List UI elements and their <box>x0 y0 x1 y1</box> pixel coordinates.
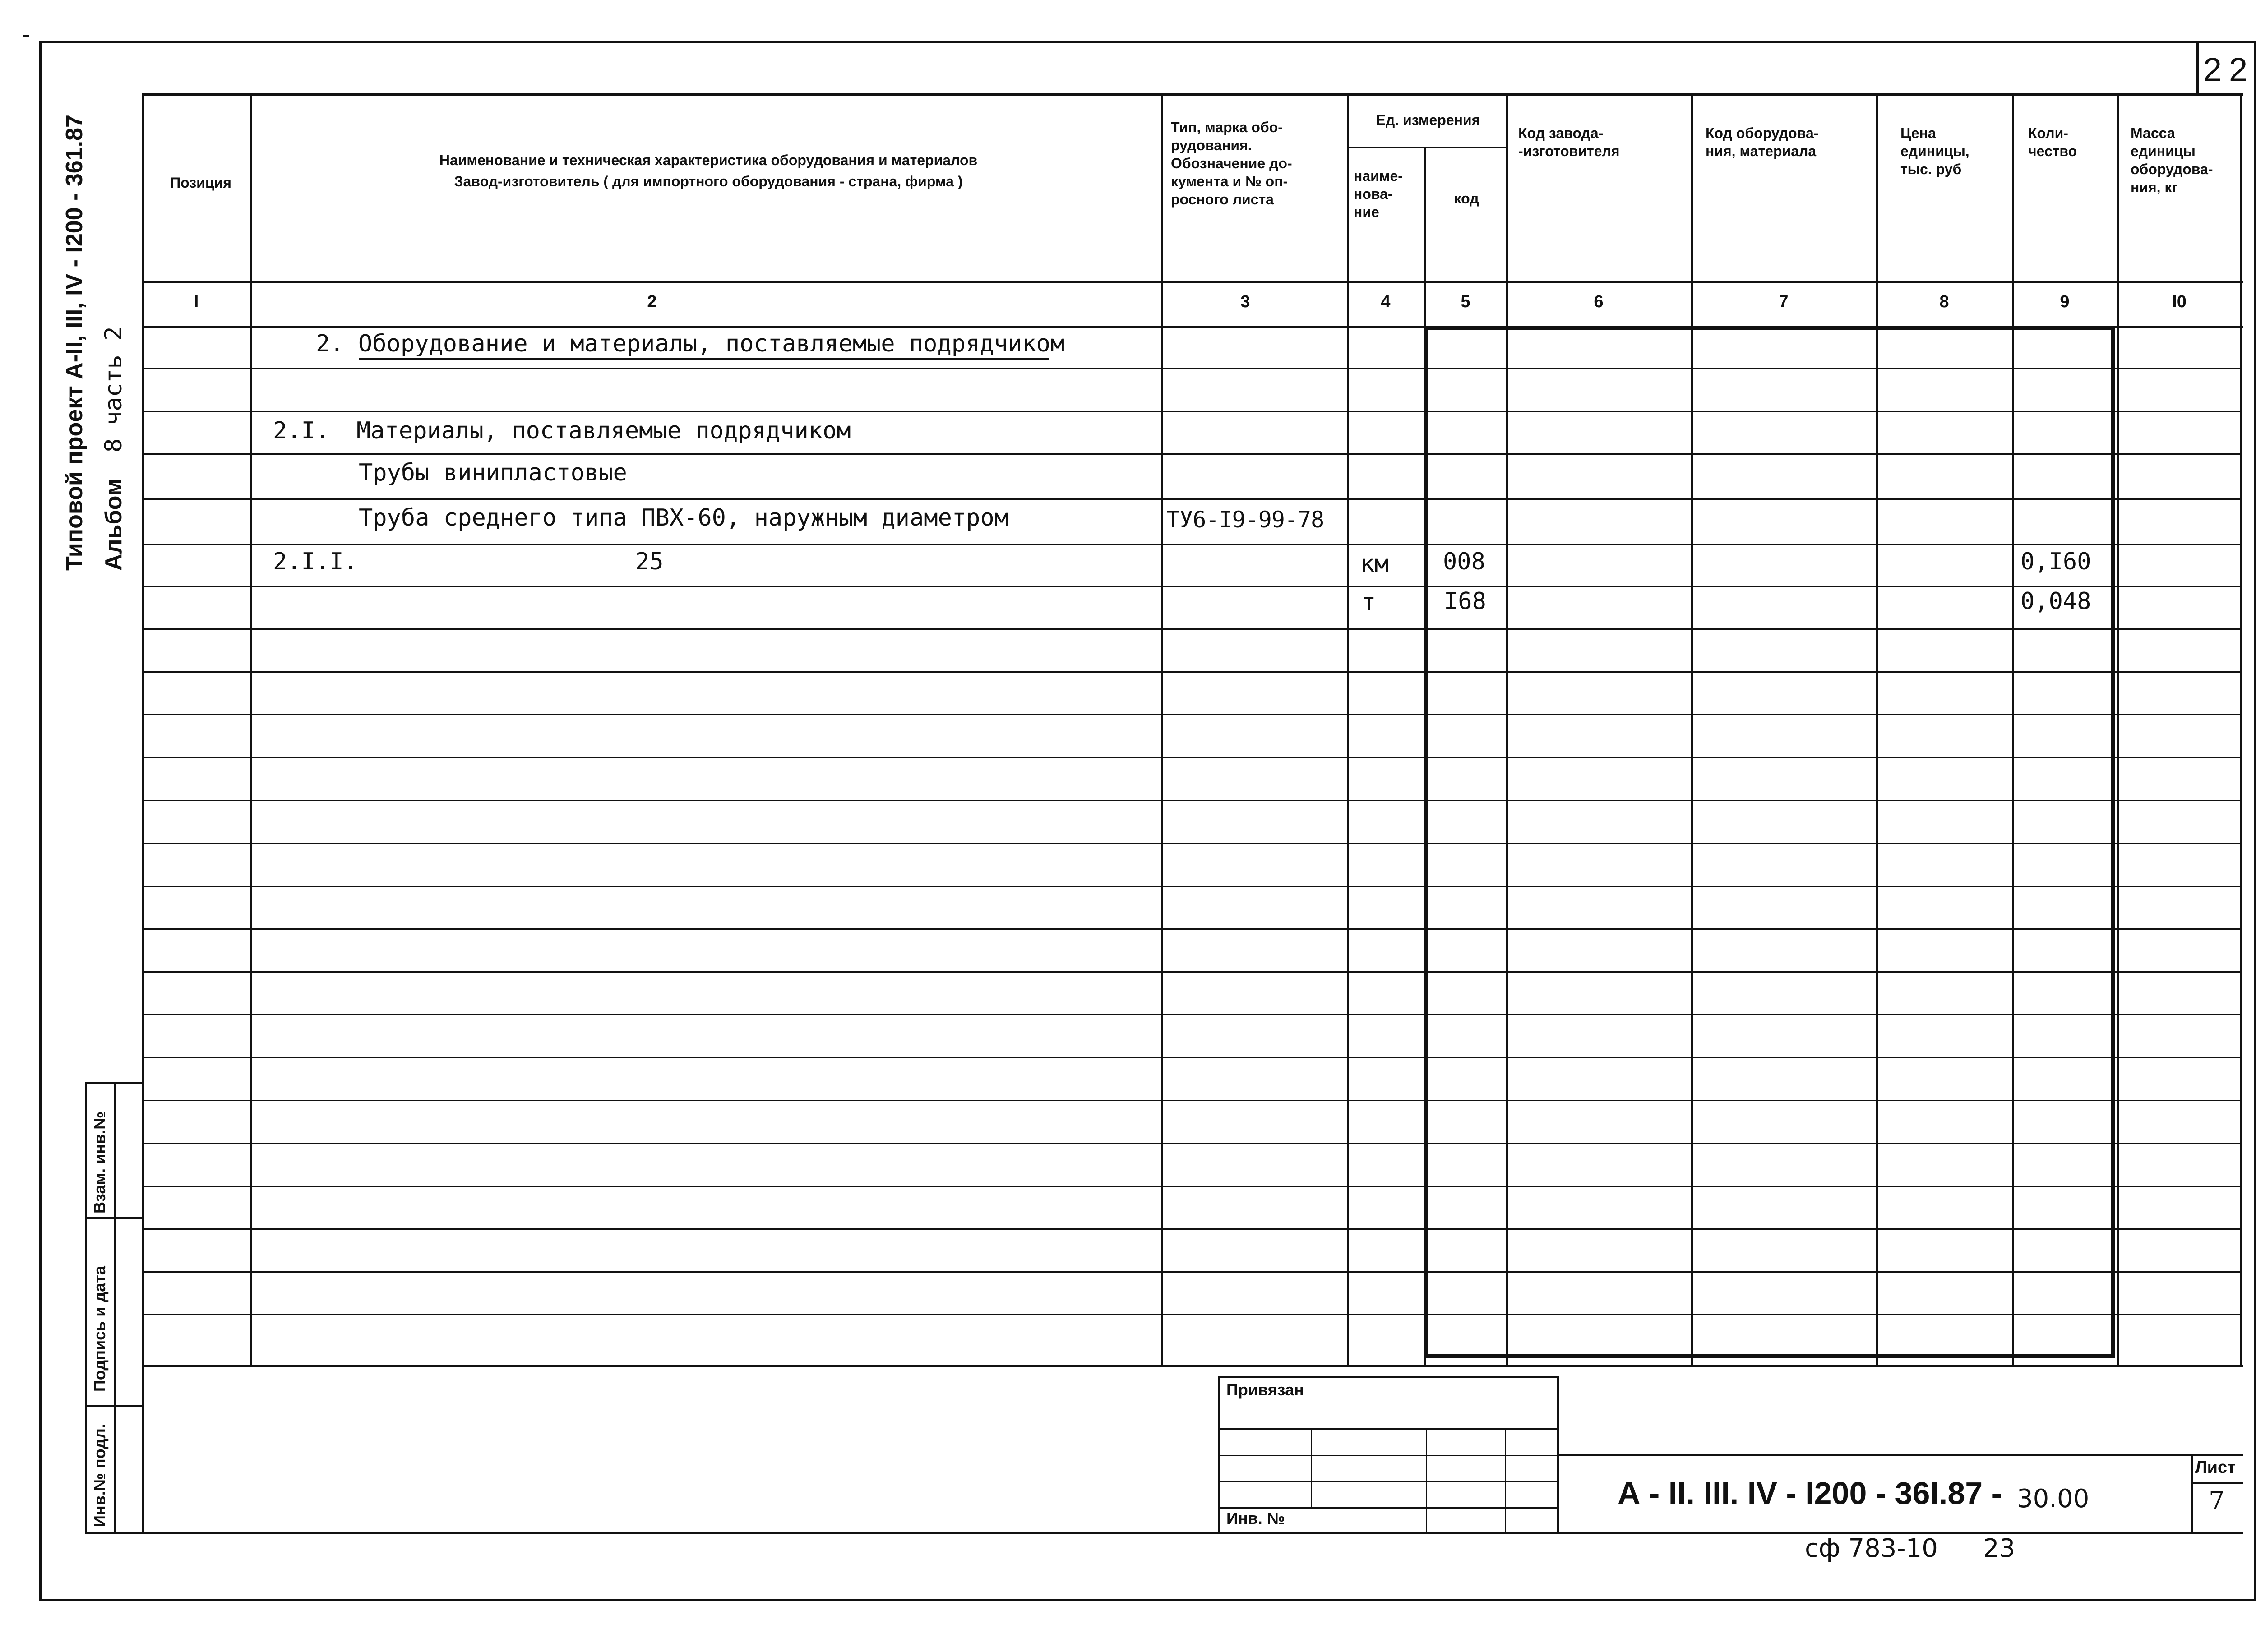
row-doc-number: ТУ6-I9-99-78 <box>1166 507 1324 533</box>
header-units: Ед. измерения <box>1376 112 1480 128</box>
column-number-6: 6 <box>1594 292 1604 311</box>
drawing-frame <box>39 41 2256 1601</box>
header-factory-code: Код завода- -изготовителя <box>1518 125 1620 159</box>
header-type-mark: Тип, марка обо- рудования. Обозначение до- кумента и № оп- росного листа <box>1171 119 1292 208</box>
column-number-1: I <box>194 292 199 311</box>
row-size: 25 <box>635 548 664 575</box>
column-number-3: 3 <box>1240 292 1250 311</box>
header-position: Позиция <box>170 175 231 191</box>
highlight-box-right <box>2111 326 2115 1358</box>
bottom-note-number: 23 <box>1983 1534 2016 1563</box>
header-unit-name: наиме- нова- ние <box>1354 168 1403 220</box>
album-number: 8 <box>100 438 127 452</box>
stamp-signature-date: Подпись и дата <box>90 1266 109 1392</box>
row-unit-code: I68 <box>1444 588 1486 615</box>
column-number-8: 8 <box>1939 292 1949 311</box>
column-number-9: 9 <box>2060 292 2070 311</box>
column-number-7: 7 <box>1779 292 1789 311</box>
header-quantity: Коли- чество <box>2028 125 2077 159</box>
section-title: 2. Оборудование и материалы, поставляемые подрядчиком <box>316 330 1065 357</box>
binding-inv-label: Инв. № <box>1226 1509 1285 1527</box>
document-code: А - II. III. IV - I200 - 36I.87 - <box>1618 1476 2002 1511</box>
highlight-box-left <box>1424 326 1428 1358</box>
album-label: Альбом <box>101 478 127 571</box>
column-number-10: I0 <box>2172 292 2187 311</box>
row-unit-code: 008 <box>1443 548 1485 575</box>
row-name: Труба среднего типа ПВХ-60, наружным диаметром <box>359 504 1009 531</box>
corner-tick <box>23 35 29 37</box>
row-name: Трубы винипластовые <box>359 459 627 486</box>
row-unit-name: км <box>1360 550 1389 577</box>
highlight-box-bottom <box>1424 1354 2115 1358</box>
album-caption <box>100 327 127 571</box>
document-code-suffix: 30.00 <box>2017 1484 2090 1514</box>
stamp-replacement-inv: Взам. инв.№ <box>90 1111 109 1214</box>
column-number-4: 4 <box>1381 292 1391 311</box>
column-number-2: 2 <box>647 292 657 311</box>
stamp-original-inv: Инв.№ подл. <box>90 1424 109 1527</box>
sheet-label: Лист <box>2195 1458 2236 1477</box>
row-name: Материалы, поставляемые подрядчиком <box>356 417 851 444</box>
row-position: 2.I. <box>273 417 330 444</box>
project-caption: Типовой проект А-II, III, IV - I200 - 361.87 <box>61 115 88 571</box>
column-number-5: 5 <box>1461 292 1470 311</box>
binding-label: Привязан <box>1226 1380 1304 1399</box>
highlight-box-top <box>1424 326 2115 330</box>
section-title-underline <box>359 358 1049 360</box>
header-unit-price: Цена единицы, тыс. руб <box>1900 125 1969 177</box>
row-position: 2.I.I. <box>273 548 358 575</box>
sheet-number: 7 <box>2209 1486 2225 1516</box>
sheet-number-top: 22 <box>2203 51 2255 88</box>
header-name-line1: Наименование и техническая характеристика оборудования и материалов <box>439 152 978 168</box>
header-unit-mass: Масса единицы оборудова- ния, кг <box>2131 125 2213 195</box>
header-name-line2: Завод-изготовитель ( для импортного оборудования - страна, фирма ) <box>454 173 963 189</box>
part-label: часть 2 <box>100 326 127 425</box>
row-unit-name: т <box>1362 589 1376 616</box>
header-equipment-code: Код оборудова- ния, материала <box>1706 125 1819 159</box>
row-quantity: 0,I60 <box>2020 548 2091 575</box>
header-unit-code: код <box>1454 190 1479 207</box>
row-quantity: 0,048 <box>2020 588 2091 615</box>
bottom-note: сф 783-10 <box>1805 1534 1938 1563</box>
